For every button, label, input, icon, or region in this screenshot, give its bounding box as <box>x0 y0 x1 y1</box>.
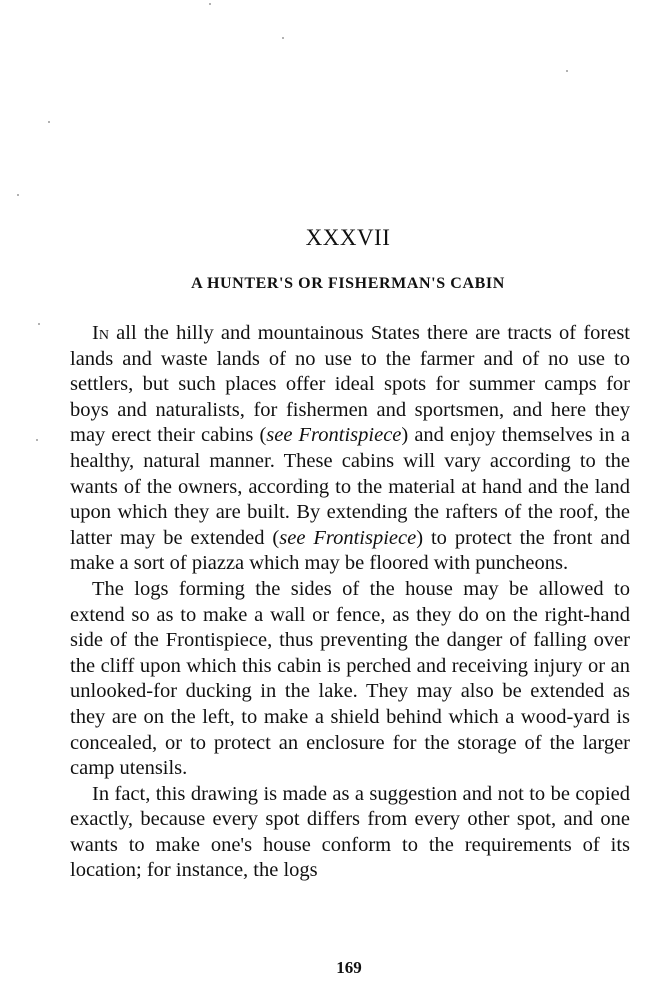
scan-speck <box>566 70 568 72</box>
paragraph-text: The logs forming the sides of the house may be allowed to extend so as to make a wall or fence, as they do on the right-hand side of the Frontispiece, thus preventing the danger of falling over the cliff upon which this cabin is perched and receiving injury or an unlooked-for ducking in the lake. They may also be extended as they are on the left, to make a shield behind which a wood-yard is concealed, or to protect an enclosure for the storage of the larger camp utensils. <box>70 577 630 780</box>
paragraph-2 <box>70 577 630 782</box>
chapter-number: XXXVII <box>305 225 391 250</box>
chapter-title: A HUNTER'S OR FISHERMAN'S CABIN <box>191 275 505 292</box>
paragraph-text: all the hilly and mountainous States there are tracts of forest lands and waste lands of no use to the farmer and of no use to settlers, but such places offer ideal spots for summer camps for boys and naturalists, for fishermen and sportsmen, and here they may erect their cabins ( <box>70 322 630 447</box>
paragraph-1 <box>70 321 630 577</box>
scan-speck <box>36 439 38 441</box>
paragraph-text: ) to protect the front and make a sort of piazza which may be floored with puncheons. <box>70 526 631 575</box>
italic-reference: see Frontispiece <box>279 526 417 549</box>
italic-reference: see Frontispiece <box>266 424 402 447</box>
scan-speck <box>38 323 40 325</box>
body-text <box>70 321 630 884</box>
scan-speck <box>282 37 284 39</box>
paragraph-text: In fact, this drawing is made as a suggestion and not to be copied exactly, because every spot differs from every other spot, and one wants to make one's house conform to the requirements of its location; for instance, the logs <box>70 782 630 882</box>
dropcap-word: In <box>92 322 109 344</box>
paragraph-3 <box>70 782 630 884</box>
paragraph-text: ) and enjoy themselves in a healthy, natural manner. These cabins will vary according to the wants of the owners, according to the material at hand and the land upon which they are built. By extending the rafters of the roof, the latter may be extended ( <box>70 424 630 549</box>
scan-speck <box>48 121 50 123</box>
scan-speck <box>17 194 19 196</box>
scan-speck <box>209 3 211 5</box>
page-number: 169 <box>336 958 362 977</box>
